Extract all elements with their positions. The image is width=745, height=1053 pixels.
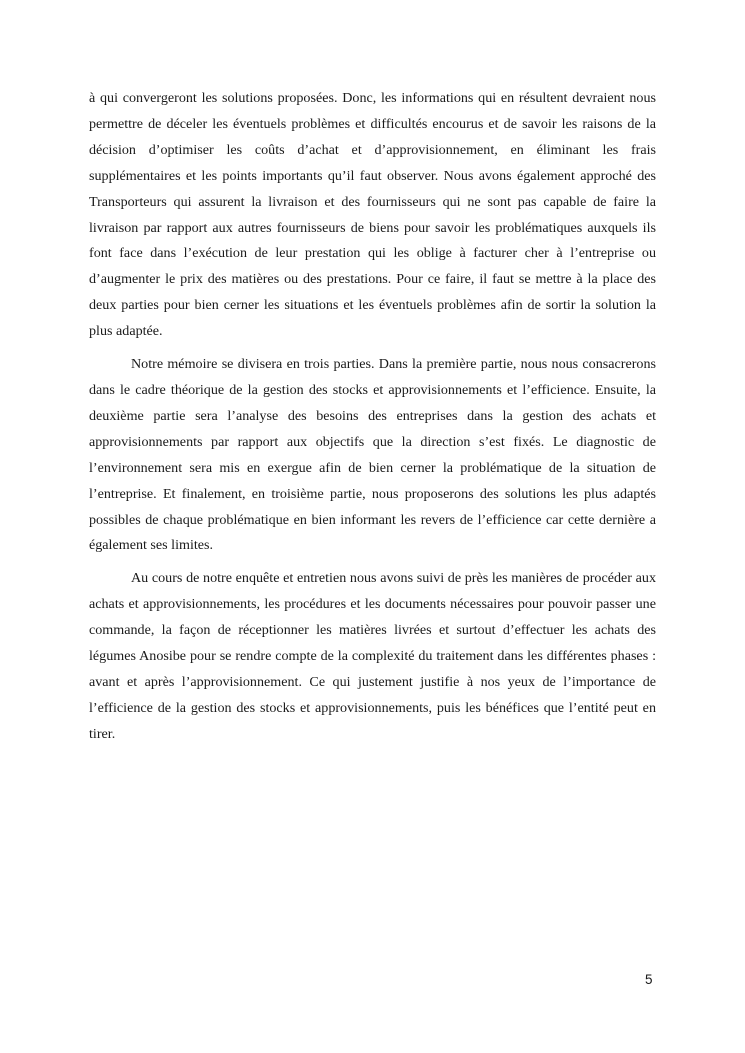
page-number: 5 (645, 972, 653, 987)
paragraph-thesis-structure: Notre mémoire se divisera en trois parties. Dans la première partie, nous nous consacrerons dans le cadre théorique de la gestion des stocks et approvisionnements et l’efficience. Ensuite, la deuxième partie sera l’analyse des besoins des entreprises dans la gestion des achats et approvisionnements par rapport aux objectifs que la direction s’est fixés. Le diagnostic de l’environnement sera mis en exergue afin de bien cerner la problématique de la situation de l’entreprise. Et finalement, en troisième partie, nous proposerons des solutions les plus adaptés possibles de chaque problématique en bien informant les revers de l’efficience car cette dernière a également ses limites. (89, 356, 656, 554)
paragraph-survey: Au cours de notre enquête et entretien nous avons suivi de près les manières de procéder aux achats et approvisionnements, les procédures et les documents nécessaires pour pouvoir passer une commande, la façon de réceptionner les matières livrées et surtout d’effectuer les achats des légumes Anosibe pour se rendre compte de la complexité du traitement dans les différentes phases : avant et après l’approvisionnement. Ce qui justement justifie à nos yeux de l’importance de l’efficience de la gestion des stocks et approvisionnements, puis les bénéfices que l’entité peut en tirer. (89, 570, 656, 742)
paragraph-continuation: à qui convergeront les solutions proposées. Donc, les informations qui en résultent devraient nous permettre de déceler les éventuels problèmes et difficultés encourus et de savoir les raisons de la décision d’optimiser les coûts d’achat et d’approvisionnement, en éliminant les frais supplémentaires et les points importants qu’il faut observer. Nous avons également approché des Transporteurs qui assurent la livraison et des fournisseurs qui ne sont pas capable de faire la livraison par rapport aux autres fournisseurs de biens pour savoir les problématiques auxquels ils font face dans l’exécution de leur prestation qui les oblige à facturer cher à l’entreprise ou d’augmenter le prix des matières ou des prestations. Pour ce faire, il faut se mettre à la place des deux parties pour bien cerner les situations et les éventuels problèmes afin de sortir la solution la plus adaptée. (89, 90, 656, 340)
body-text (89, 86, 656, 755)
